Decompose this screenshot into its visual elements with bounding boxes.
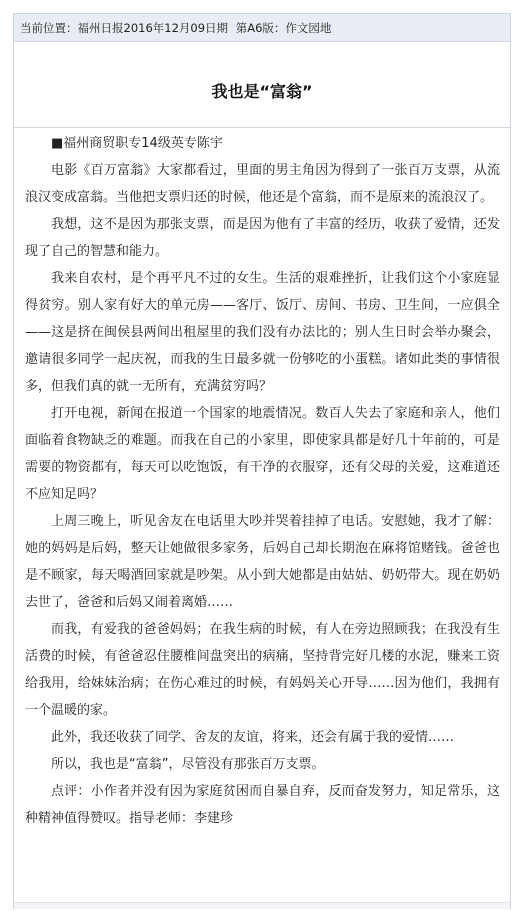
article-body — [14, 128, 510, 832]
article-title: 我也是“富翁” — [211, 82, 313, 101]
breadcrumb — [14, 14, 510, 42]
bottom-divider — [14, 902, 510, 909]
paragraph-1: 电影《百万富翁》大家都看过，里面的男主角因为得到了一张百万支票，从流浪汉变成富翁。当他把支票归还的时候，他还是个富翁，而不是原来的流浪汉了。 — [25, 163, 500, 205]
paragraph-5: 上周三晚上，听见舍友在电话里大吵并哭着挂掉了电话。安慰她，我才了解：她的妈妈是后妈，整天让她做很多家务，后妈自己却长期泡在麻将馆赌钱。爸爸也是不顾家，每天喝酒回家就是吵架。从小到大她都是由姑姑、奶奶带大。现在奶奶去世了，爸爸和后妈又闹着离婚…… — [25, 514, 500, 610]
paragraph-3: 我来自农村，是个再平凡不过的女生。生活的艰难挫折，让我们这个小家庭显得贫穷。别人家有好大的单元房——客厅、饭厅、房间、书房、卫生间，一应俱全——这是挤在闽侯县两间出租屋里的我们没有办法比的；别人生日时会举办聚会，邀请很多同学一起庆祝，而我的生日最多就一份够吃的小蛋糕。诸如此类的事情很多，但我们真的就一无所有，充满贫穷吗？ — [25, 271, 500, 394]
author-line: ■福州商贸职专14级英专陈宇 — [51, 136, 223, 151]
paragraph-7: 此外，我还收获了同学、舍友的友谊，将来，还会有属于我的爱情…… — [51, 730, 455, 745]
paragraph-8: 所以，我也是“富翁”，尽管没有那张百万支票。 — [51, 757, 325, 772]
title-area — [14, 42, 510, 128]
breadcrumb-newspaper-link[interactable]: 福州日报2016年12月09日期 — [77, 21, 229, 35]
editor-comment: 点评：小作者并没有因为家庭贫困而自暴自弃，反而奋发努力，知足常乐，这种精神值得赞叹。指导老师：李建珍 — [25, 784, 500, 826]
breadcrumb-page-link[interactable]: 第A6版：作文园地 — [235, 21, 332, 35]
article-container — [13, 13, 511, 909]
paragraph-2: 我想，这不是因为那张支票，而是因为他有了丰富的经历，收获了爱情，还发现了自己的智慧和能力。 — [25, 217, 500, 259]
paragraph-4: 打开电视，新闻在报道一个国家的地震情况。数百人失去了家庭和亲人，他们面临着食物缺乏的难题。而我在自己的小家里，即使家具都是好几十年前的，可是需要的物资都有，每天可以吃饱饭，有干净的衣服穿，还有父母的关爱，这难道还不应知足吗？ — [25, 406, 500, 502]
paragraph-6: 而我，有爱我的爸爸妈妈；在我生病的时候，有人在旁边照顾我；在我没有生活费的时候，有爸爸忍住腰椎间盘突出的病痛，坚持背完好几楼的水泥，赚来工资给我用，给妹妹治病；在伤心难过的时候，有妈妈关心开导……因为他们，我拥有一个温暖的家。 — [25, 622, 500, 718]
breadcrumb-label: 当前位置： — [20, 21, 78, 35]
